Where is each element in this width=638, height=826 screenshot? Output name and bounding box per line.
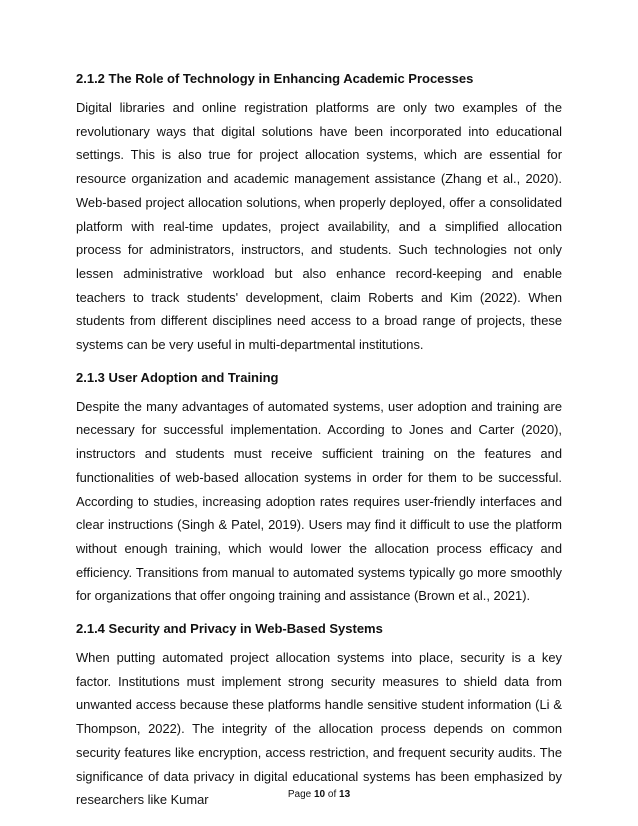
section-heading-security-privacy: 2.1.4 Security and Privacy in Web-Based Systems [76,621,383,637]
section-heading-user-adoption: 2.1.3 User Adoption and Training [76,369,279,385]
total-page-count: 13 [339,789,351,800]
section-paragraph-user-adoption: Despite the many advantages of automated systems, user adoption and training are necessary for successful implementation. According to Jones and Carter (2020), instructors and students must receive sufficient training on the features and functionalities of web-based allocation systems in order for them to be successful. According to studies, increasing adoption rates requires user-friendly interfaces and clear instructions (Singh & Patel, 2019). Users may find it difficult to use the platform without enough training, which would lower the allocation process efficacy and efficiency. Transitions from manual to automated systems typically go more smoothly for organizations that offer ongoing training and assistance (Brown et al., 2021). [76,398,562,604]
section-paragraph-role-of-technology: Digital libraries and online registration platforms are only two examples of the revolutionary ways that digital solutions have been incorporated into educational settings. This is also true for project allocation systems, which are essential for resource organization and academic management assistance (Zhang et al., 2020). Web-based project allocation solutions, when properly deployed, offer a consolidated platform with real-time updates, project availability, and a simplified allocation process for administrators, instructors, and students. Such technologies not only lessen administrative workload but also enhance record-keeping and enable teachers to track students' development, claim Roberts and Kim (2022). When students from different disciplines need access to a broad range of projects, these systems can be very useful in multi-departmental institutions. [76,100,562,353]
page-label: Page [287,789,314,800]
page-content [76,68,562,812]
section-heading-role-of-technology: 2.1.2 The Role of Technology in Enhancing Academic Processes [76,71,474,86]
section-paragraph-security-privacy: When putting automated project allocation systems into place, security is a key factor. Institutions must implement strong security measures to shield data from unwanted access because these platforms handle sensitive student information (Li & Thompson, 2022). The integrity of the allocation process depends on common security features like encryption, access restriction, and frequent security audits. The significance of data privacy in digital educational systems has been emphasized by researchers like Kumar [76,650,562,808]
page-separator: of [325,789,340,800]
page-footer [0,788,638,802]
current-page-number: 10 [313,789,326,800]
